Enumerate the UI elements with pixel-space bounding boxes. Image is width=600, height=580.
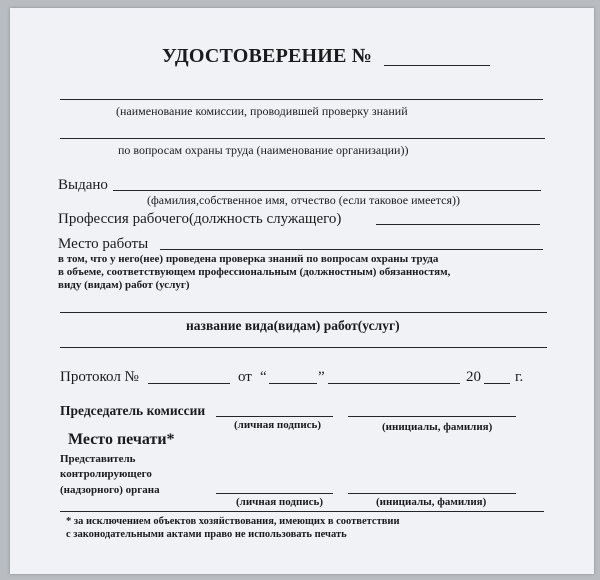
work-type-line-2[interactable] <box>60 347 547 348</box>
organization-name-line[interactable] <box>60 138 545 139</box>
footnote-separator <box>60 511 544 512</box>
protocol-quote-close: ” <box>318 369 325 385</box>
signature-caption: (личная подпись) <box>234 419 322 431</box>
full-name-caption: (фамилия,собственное имя, отчество (если таковое имеется)) <box>147 193 460 207</box>
protocol-day-line[interactable] <box>269 383 317 384</box>
statement-line: виду (видам) работ (услуг) <box>58 279 190 291</box>
protocol-century: 20 <box>466 369 481 385</box>
representative-initials-line[interactable] <box>348 493 516 494</box>
work-type-line[interactable] <box>60 312 547 313</box>
protocol-label: Протокол № <box>60 369 139 385</box>
footnote-line: с законодательными актами право не использовать печать <box>66 529 347 540</box>
workplace-line[interactable] <box>160 249 543 250</box>
protocol-year-suffix: г. <box>515 369 524 385</box>
representative-signature-line[interactable] <box>216 493 333 494</box>
issued-label: Выдано <box>58 177 108 193</box>
protocol-month-line[interactable] <box>328 383 460 384</box>
certificate-title: УДОСТОВЕРЕНИЕ № <box>162 45 373 67</box>
representative-label: (надзорного) органа <box>60 484 160 496</box>
work-type-caption: название вида(видам) работ(услуг) <box>186 318 400 333</box>
certificate-card <box>10 8 594 574</box>
chairman-initials-line[interactable] <box>348 416 516 417</box>
initials-caption-2: (инициалы, фамилия) <box>376 496 487 508</box>
profession-label: Профессия рабочего(должность служащего) <box>58 211 342 227</box>
organization-caption: по вопросам охраны труда (наименование организации)) <box>118 143 409 157</box>
statement-line: в объеме, соответствующем профессиональным (должностным) обязанностям, <box>58 266 451 278</box>
protocol-from-label: от <box>238 369 252 385</box>
representative-label: контролирующего <box>60 468 152 480</box>
protocol-number-line[interactable] <box>148 383 230 384</box>
chairman-label: Председатель комиссии <box>60 403 206 418</box>
commission-name-line[interactable] <box>60 99 543 100</box>
chairman-signature-line[interactable] <box>216 416 333 417</box>
representative-label: Представитель <box>60 453 136 465</box>
workplace-label: Место работы <box>58 236 149 252</box>
statement-line: в том, что у него(нее) проведена проверка знаний по вопросам охраны труда <box>58 253 439 265</box>
protocol-year-line[interactable] <box>484 383 510 384</box>
signature-caption-2: (личная подпись) <box>236 496 324 508</box>
profession-line[interactable] <box>376 224 540 225</box>
commission-caption: (наименование комиссии, проводившей проверку знаний <box>116 104 408 118</box>
certificate-number-line[interactable] <box>384 65 490 66</box>
footnote-line: * за исключением объектов хозяйствования, имеющих в соответствии <box>66 516 400 527</box>
initials-caption: (инициалы, фамилия) <box>382 421 493 433</box>
issued-to-line[interactable] <box>113 190 541 191</box>
stamp-place-label: Место печати* <box>68 431 175 448</box>
protocol-quote-open: “ <box>260 369 267 385</box>
